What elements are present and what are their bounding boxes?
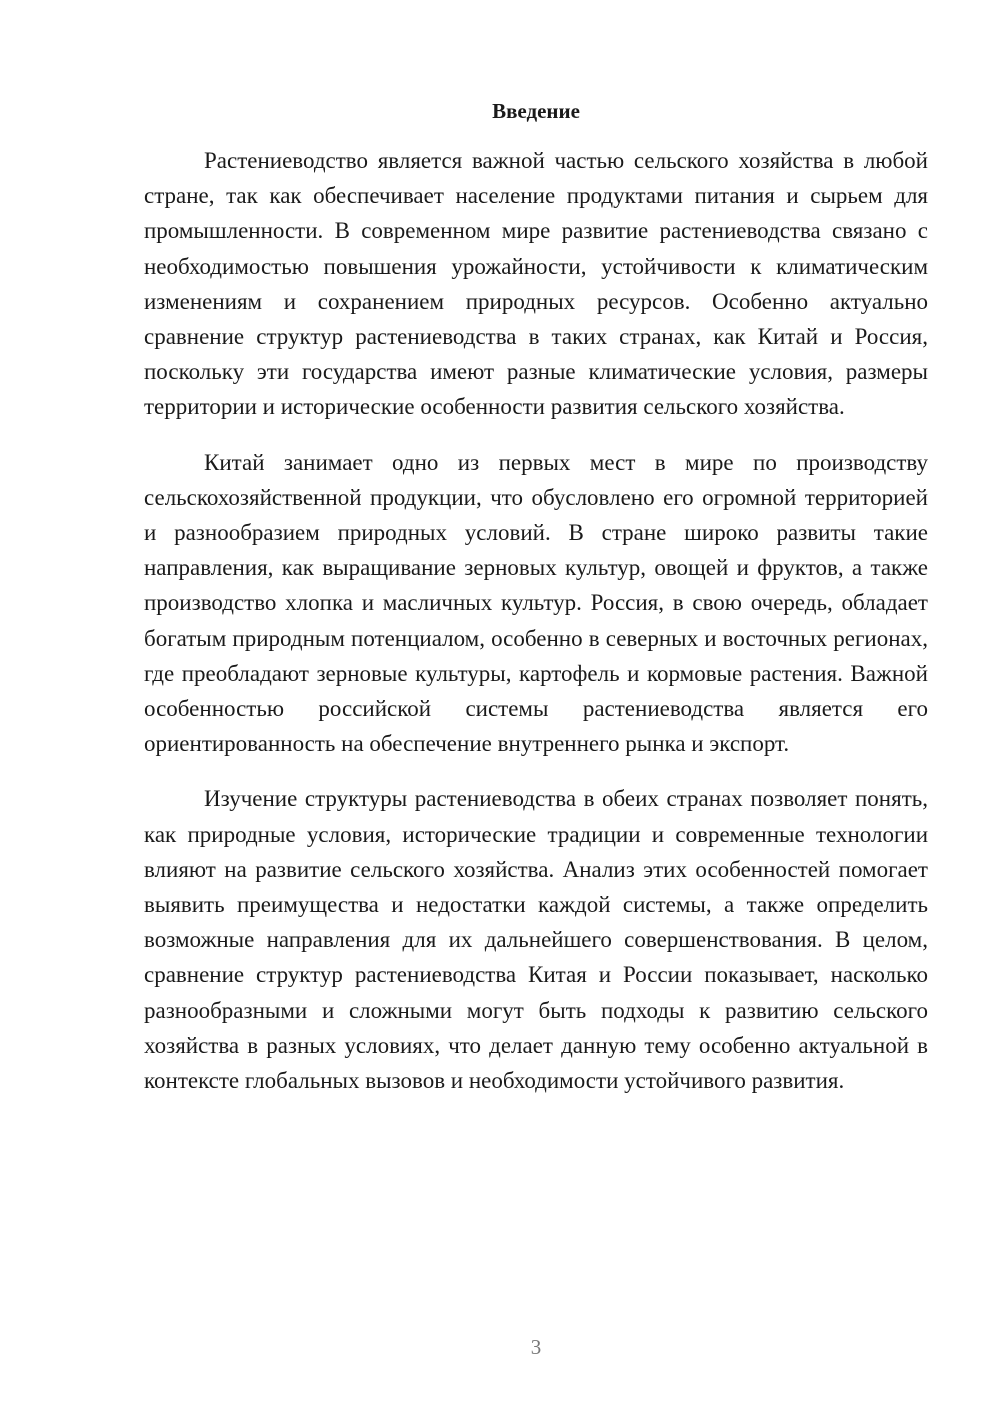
section-heading: Введение xyxy=(492,99,580,123)
page-number: 3 xyxy=(530,1335,542,1359)
body-text xyxy=(144,143,928,1118)
paragraph-3: Изучение структуры растениеводства в обеих странах позволяет понять, как природные условия, исторические традиции и современные технологии влияют на развитие сельского хозяйства. Анализ этих особенностей помогает выявить преимущества и недостатки каждой системы, а также определить возможные направления для их дальнейшего совершенствования. В целом, сравнение структур растениеводства Китая и России показывает, насколько разнообразными и сложными могут быть подходы к развитию сельского хозяйства в разных условиях, что делает данную тему особенно актуальной в контексте глобальных вызовов и необходимости устойчивого развития. xyxy=(144,786,928,1094)
paragraph-1: Растениеводство является важной частью сельского хозяйства в любой стране, так как обеспечивает население продуктами питания и сырьем для промышленности. В современном мире развитие растениеводства связано с необходимостью повышения урожайности, устойчивости к климатическим изменениям и сохранением природных ресурсов. Особенно актуально сравнение структур растениеводства в таких странах, как Китай и Россия, поскольку эти государства имеют разные климатические условия, размеры территории и исторические особенности развития сельского хозяйства. xyxy=(144,148,928,420)
paragraph-2: Китай занимает одно из первых мест в мире по производству сельскохозяйственной продукции, что обусловлено его огромной территорией и разнообразием природных условий. В стране широко развиты такие направления, как выращивание зерновых культур, овощей и фруктов, а также производство хлопка и масличных культур. Россия, в свою очередь, обладает богатым природным потенциалом, особенно в северных и восточных регионах, где преобладают зерновые культуры, картофель и кормовые растения. Важной особенностью российской системы растениеводства является его ориентированность на обеспечение внутреннего рынка и экспорт. xyxy=(144,449,928,757)
